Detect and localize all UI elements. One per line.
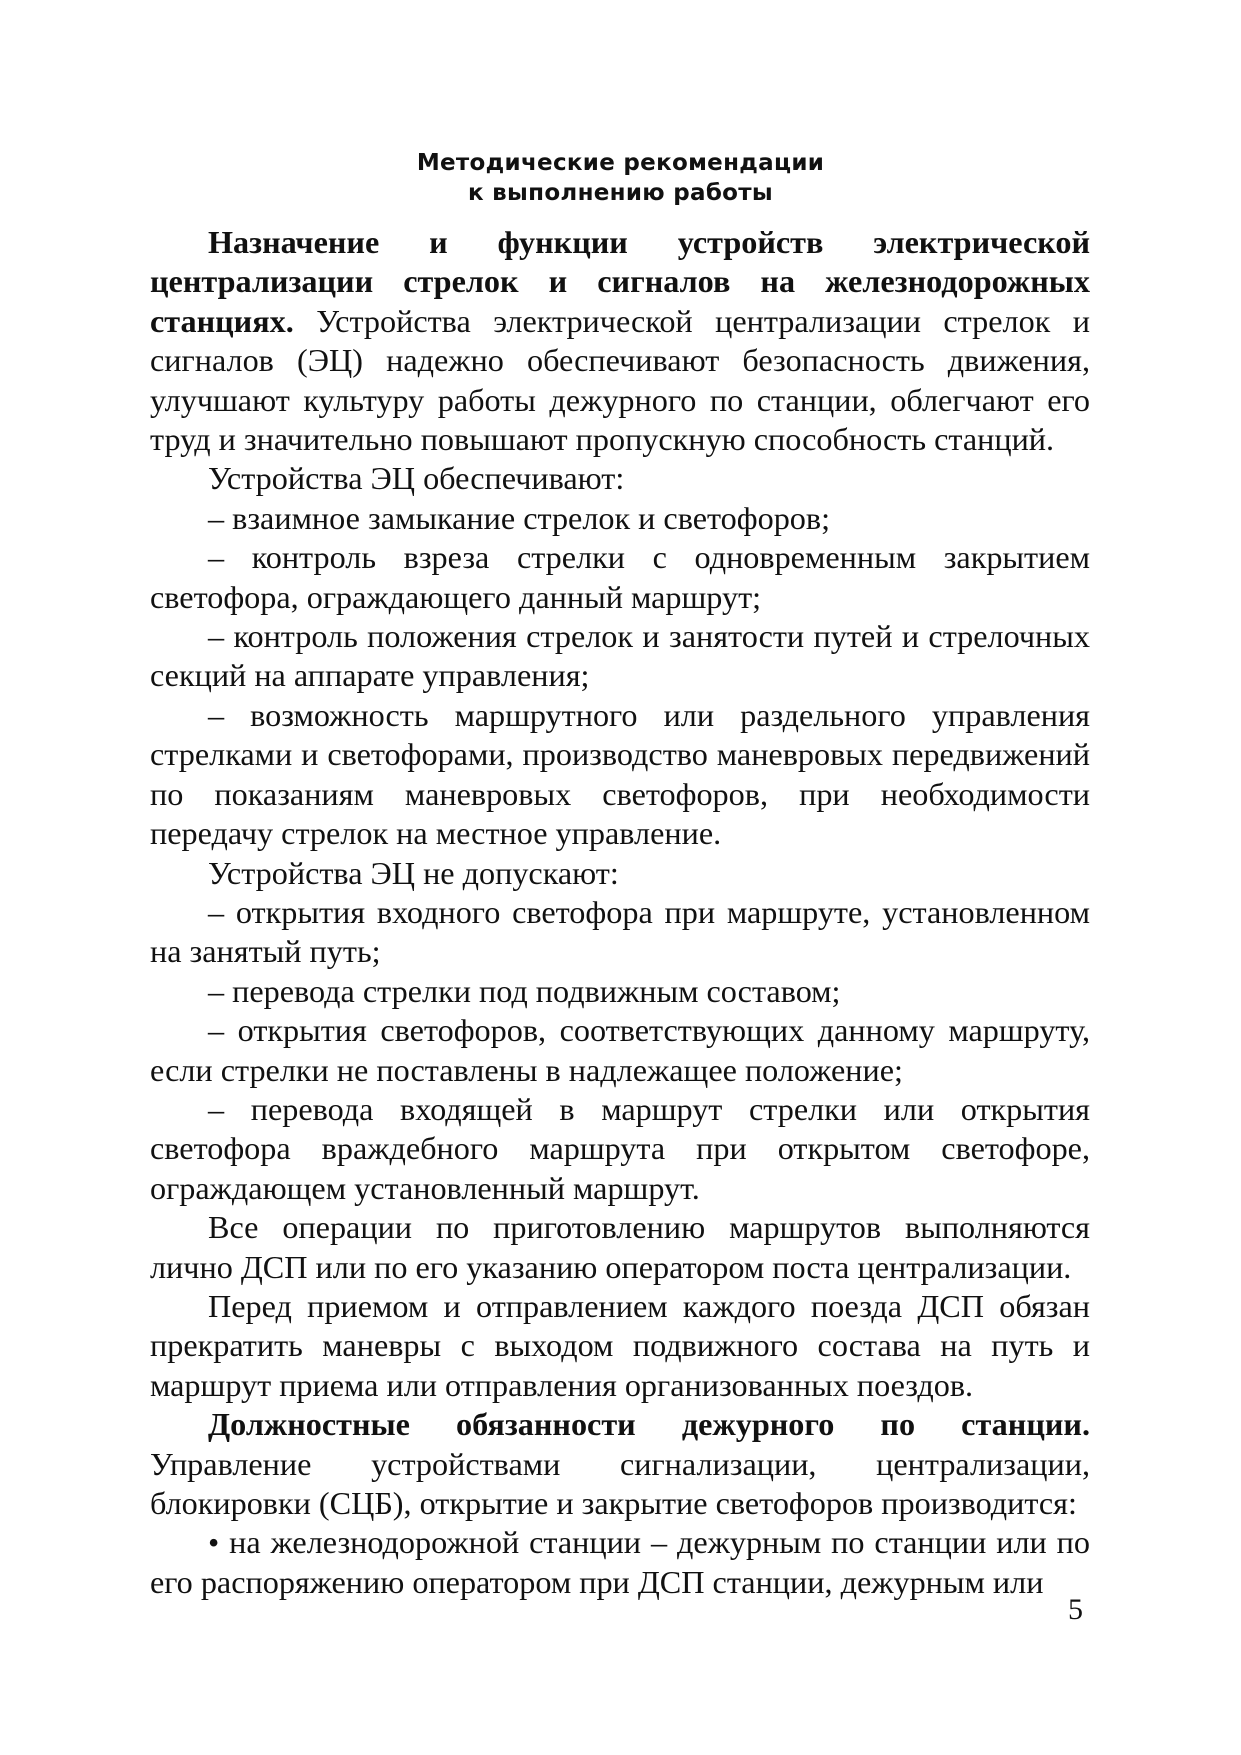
- list-item: – взаимное замыкание стрелок и светофоров;: [208, 499, 831, 536]
- paragraph-ec-prevents: Устройства ЭЦ не допускают:: [208, 854, 619, 891]
- body-text: [150, 223, 1090, 1602]
- bullet-item: • на железнодорожной станции – дежурным по станции или по его распоряжению оператором при ДСП станции, дежурным или: [150, 1524, 1090, 1600]
- paragraph-ec-provides: Устройства ЭЦ обеспечивают:: [208, 460, 625, 497]
- paragraph-text: Устройства электрической централизации стрелок и сигналов (ЭЦ) надежно обеспечивают безопасность движения, улучшают культуру работы дежурного по станции, облегчают его труд и значительно повышают пропускную способность станций.: [150, 302, 1090, 458]
- paragraph-before-train: Перед приемом и отправлением каждого поезда ДСП обязан прекратить маневры с выходом подвижного состава на путь и маршрут приема или отправления организованных поездов.: [150, 1287, 1090, 1403]
- paragraph-ec-purpose: [150, 223, 1090, 459]
- paragraph-operations: Все операции по приготовлению маршрутов выполняются лично ДСП или по его указанию оператором поста централизации.: [150, 1209, 1090, 1285]
- list-item: – перевода стрелки под подвижным составом;: [208, 972, 841, 1009]
- list-item: – контроль положения стрелок и занятости путей и стрелочных секций на аппарате управления;: [150, 618, 1090, 694]
- list-item: – открытия входного светофора при маршруте, установленном на занятый путь;: [150, 893, 1090, 970]
- list-item: – перевода входящей в маршрут стрелки или открытия светофора враждебного маршрута при открытом светофоре, ограждающем установленный маршрут.: [150, 1090, 1090, 1206]
- list-item: – контроль взреза стрелки с одновременным закрытием светофора, ограждающего данный маршрут;: [150, 539, 1090, 615]
- list-item: – возможность маршрутного или раздельного управления стрелками и светофорами, производство маневровых передвижений по показаниям маневровых светофоров, при необходимости передачу стрелок на местное управление.: [150, 696, 1090, 852]
- heading-line-1: Методические рекомендации: [416, 150, 825, 176]
- section-heading: [0, 148, 1241, 208]
- page-number: 5: [1068, 1593, 1083, 1626]
- subsection-title-ec-purpose: Назначение и функции устройств электрической централизации стрелок и сигналов на железнодорожных станциях.: [150, 224, 1090, 339]
- subsection-title-duties: Должностные обязанности дежурного по станции.: [208, 1406, 1090, 1443]
- paragraph-text: Управление устройствами сигнализации, централизации, блокировки (СЦБ), открытие и закрытие светофоров производится:: [150, 1445, 1090, 1521]
- list-item: – открытия светофоров, соответствующих данному маршруту, если стрелки не поставлены в надлежащее положение;: [150, 1012, 1090, 1088]
- heading-line-2: к выполнению работы: [467, 180, 774, 206]
- paragraph-duties: [150, 1405, 1090, 1523]
